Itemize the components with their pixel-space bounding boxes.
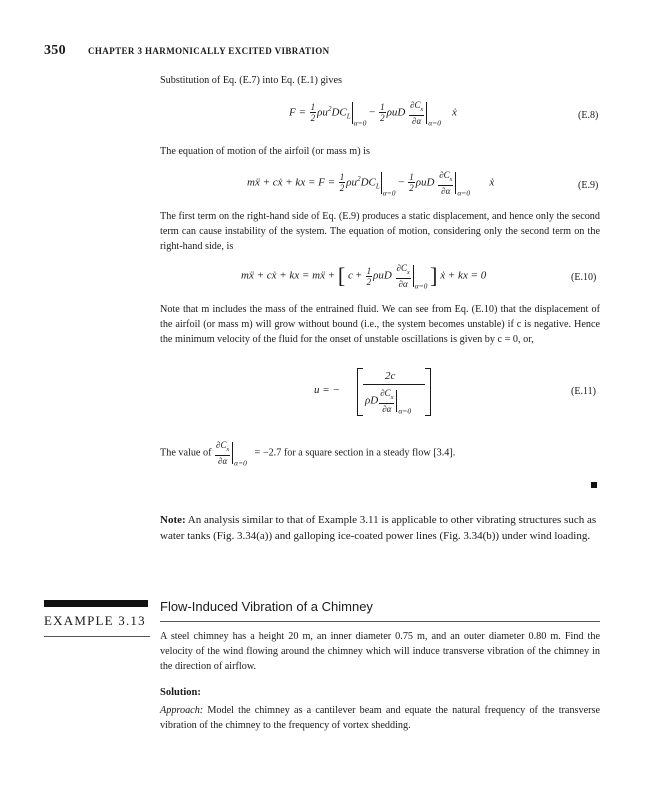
example-title-rule <box>160 621 600 622</box>
note-text: An analysis similar to that of Example 3.11 is applicable to other vibrating structures such as water tanks (Fig. 3.34(a)) and galloping ice-coated power lines (Fig. 3.34(b)) under wind loading. <box>160 514 597 542</box>
note-label: Note: <box>160 514 186 526</box>
chapter-header: CHAPTER 3 HARMONICALLY EXCITED VIBRATION <box>88 46 330 56</box>
example-label-rule <box>44 636 150 637</box>
equation-e10: mẍ + cẋ + kx = mẍ + [ c + $\frac{1}{2}$ ρuD $\frac{\partial C_x}{\partial\alpha}$ $_{\alpha=0}$ ] ẋ + kx = 0 <box>241 263 487 291</box>
equation-e10-label: (E.10) <box>571 272 597 283</box>
example-bar <box>44 600 148 607</box>
approach-text: Model the chimney as a cantilever beam and equate the natural frequency of the transverse vibration of the chimney to the frequency of vortex shedding. <box>160 705 600 731</box>
value-of-derivative: The value of $\frac{\partial C_x}{\partial\alpha}$ $_{\alpha=0}$ = −2.7 for a square section in a steady flow [3.4]. <box>160 440 456 468</box>
equation-e9: mẍ + cẋ + kx = F = $\frac{1}{2}$ $\rho u^2DC_{L\alpha=0}$ − $\frac{1}{2}$ ρuD $\frac{\partial C_x}{\partial\alpha}$ $_{\alpha=0}$ ẋ <box>247 170 495 198</box>
equation-e9-label: (E.9) <box>578 180 599 191</box>
note-paragraph <box>160 512 602 544</box>
paragraph-note-mass: Note that m includes the mass of the entrained fluid. We can see from Eq. (E.10) that the displacement of the airfoil (or mass m) will grow without bound (i.e., the system becomes unstable) if c is negative. Hence the minimum velocity of the fluid for the onset of unstable oscillations is given by c = 0, or, <box>160 304 600 345</box>
paragraph-first-term: The first term on the right-hand side of Eq. (E.9) produces a static displacement, and hence only the second term can cause instability of the system. The equation of motion, considering only the second term on the right-hand side, is <box>160 211 600 252</box>
equation-e11-numerator: 2c <box>385 370 396 382</box>
equation-e10-rhs: ẋ + kx = 0 <box>440 269 487 282</box>
equation-e10-lhs: mẍ + cẋ + kx = mẍ + <box>241 269 336 282</box>
equation-e8-lhs: F = <box>289 106 306 119</box>
equation-e11-denominator: ρD $\frac{\partial C_x}{\partial\alpha}$ $_{\alpha=0}$ <box>365 388 412 416</box>
end-of-example-mark <box>591 482 597 488</box>
equation-e9-lhs: mẍ + cẋ + kx = F = <box>247 176 336 189</box>
example-title: Flow-Induced Vibration of a Chimney <box>160 599 373 614</box>
example-label: EXAMPLE 3.13 <box>44 613 146 628</box>
approach-paragraph <box>160 703 600 733</box>
value-of-prefix: The value of <box>160 447 212 459</box>
equation-e8-label: (E.8) <box>578 110 599 121</box>
equation-e11-label: (E.11) <box>571 386 596 397</box>
page-number: 350 <box>44 43 66 58</box>
paragraph-substitution: Substitution of Eq. (E.7) into Eq. (E.1) gives <box>160 75 342 86</box>
approach-label: Approach: <box>160 705 204 716</box>
equation-e8: F = $\frac{1}{2}$ $\rho u^2DC_{L\alpha=0}$ − $\frac{1}{2}$ ρuD $\frac{\partial C_x}{\partial\alpha}$ $_{\alpha=0}$ ẋ <box>289 100 457 128</box>
equation-e11-lhs: u = − <box>314 384 340 396</box>
equation-e11-fraction-line <box>363 384 425 385</box>
solution-label: Solution: <box>160 687 201 698</box>
paragraph-equation-of-motion: The equation of motion of the airfoil (or mass m) is <box>160 146 370 157</box>
value-of-suffix: = −2.7 for a square section in a steady flow [3.4]. <box>254 447 456 459</box>
example-statement: A steel chimney has a height 20 m, an inner diameter 0.75 m, and an outer diameter 0.80 m. Find the velocity of the wind flowing around the chimney which will induce transverse vibration of the chimney in the direction of airflow. <box>160 631 600 672</box>
